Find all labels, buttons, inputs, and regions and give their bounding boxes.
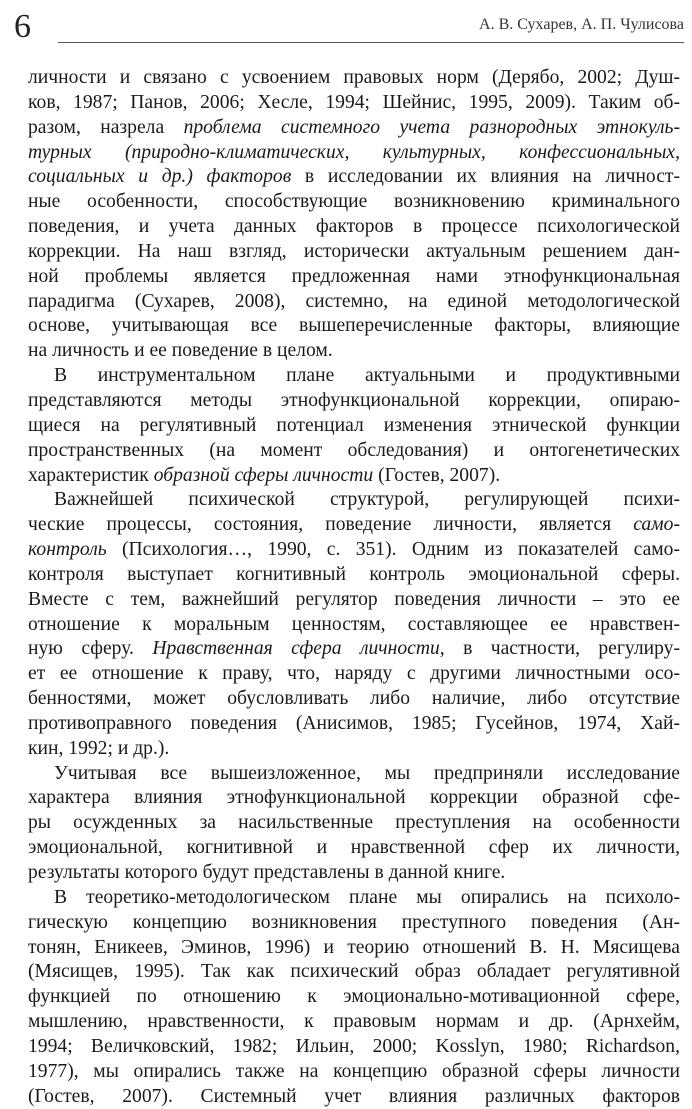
text-line: [28, 712, 680, 737]
italic-text: контроль: [28, 539, 107, 561]
running-head-authors: А. В. Сухарев, А. П. Чулисова: [479, 16, 684, 33]
text-segment: ры осужденных за насильственные преступления на особенности: [28, 812, 680, 834]
text-segment: ет ее отношение к праву, что, наряду с другими личностными осо-: [28, 663, 680, 685]
running-header: [14, 8, 684, 48]
italic-text: само-: [633, 514, 680, 536]
text-segment: Вместе с тем, важнейший регулятор поведения личности – это ее: [28, 588, 680, 610]
text-segment: 1994; Величковский, 1982; Ильин, 2000; Kosslyn, 1980; Richardson,: [28, 1035, 680, 1057]
text-line: [28, 439, 680, 464]
text-segment: функцией по отношению к эмоционально-мотивационной сфере,: [28, 986, 680, 1008]
text-segment: характеристик: [28, 464, 154, 486]
text-line: [28, 836, 680, 861]
text-segment: отношение к моральным ценностям, составляющее ее нравствен-: [28, 613, 680, 635]
text-line: [28, 116, 680, 141]
text-line: [28, 389, 680, 414]
text-line: [28, 662, 680, 687]
text-line: [28, 985, 680, 1010]
text-segment: эмоциональной, когнитивной и нравственной сфер их личности,: [28, 837, 680, 859]
text-line: [28, 414, 680, 439]
text-segment: В теоретико-методологическом плане мы опирались на психоло-: [54, 886, 680, 908]
text-line: [28, 240, 680, 265]
text-line: [28, 488, 680, 513]
italic-text: социальных и др.) факторов: [28, 166, 292, 188]
text-line: [28, 538, 680, 563]
text-segment: основе, учитывающая все вышеперечисленные факторы, влияющие: [28, 315, 680, 337]
text-line: [28, 66, 680, 91]
text-segment: 1977), мы опирались также на концепцию образной сферы личности: [28, 1060, 680, 1082]
body-text: [28, 66, 680, 1109]
text-line: [28, 811, 680, 836]
text-segment: , в частности, регулиру-: [439, 638, 680, 660]
text-line: [28, 588, 680, 613]
text-segment: В инструментальном плане актуальными и продуктивными: [54, 365, 680, 387]
text-segment: (Гостев, 2007).: [373, 464, 501, 486]
text-line: [28, 762, 680, 787]
text-line: [28, 886, 680, 911]
text-segment: гическую концепцию возникновения преступного поведения (Ан-: [28, 911, 680, 933]
text-line: [28, 339, 680, 364]
text-line: [28, 290, 680, 315]
text-line: [28, 265, 680, 290]
italic-text: образной сферы личности: [153, 464, 374, 486]
text-line: [28, 314, 680, 339]
text-segment: (Психология…, 1990, с. 351). Одним из показателей само-: [106, 539, 680, 561]
text-segment: в исследовании их влияния на личност-: [291, 166, 680, 188]
text-line: [28, 613, 680, 638]
text-segment: пространственных (на момент обследования) и онтогенетических: [28, 439, 680, 461]
italic-text: проблема системного учета разнородных этнокуль-: [183, 116, 680, 138]
text-line: [28, 190, 680, 215]
text-segment: поведения, и учета данных факторов в процессе психологической: [28, 216, 680, 238]
text-line: [28, 91, 680, 116]
text-line: [28, 1085, 680, 1109]
text-segment: щиеся на регулятивный потенциал изменения этнической функции: [28, 414, 680, 436]
text-segment: разом, назрела: [28, 116, 184, 138]
text-segment: Учитывая все вышеизложенное, мы предприняли исследование: [54, 762, 680, 784]
text-line: [28, 563, 680, 588]
text-segment: результаты которого будут представлены в данной книге.: [28, 862, 506, 883]
text-line: [28, 786, 680, 811]
text-segment: контроля выступает когнитивный контроль эмоциональной сферы.: [28, 563, 680, 585]
text-segment: (Мясищев, 1995). Так как психический образ обладает регулятивной: [28, 961, 680, 983]
text-line: [28, 637, 680, 662]
text-segment: на личность и ее поведение в целом.: [28, 340, 333, 362]
text-line: [28, 1060, 680, 1085]
text-segment: мышлению, нравственности, к правовым нормам и др. (Арнхейм,: [28, 1011, 680, 1033]
text-line: [28, 1035, 680, 1060]
text-line: [28, 687, 680, 712]
text-line: [28, 215, 680, 240]
text-segment: характера влияния этнофункциональной коррекции образной сфе-: [28, 787, 680, 809]
text-line: [28, 165, 680, 190]
text-segment: парадигма (Сухарев, 2008), системно, на единой методологической: [28, 290, 680, 312]
italic-text: турных (природно-климатических, культурных, конфессиональных,: [28, 141, 680, 163]
text-segment: ную сферу.: [28, 638, 153, 660]
text-segment: (Гостев, 2007). Системный учет влияния различных факторов: [28, 1085, 680, 1107]
text-line: [28, 1010, 680, 1035]
text-line: [28, 141, 680, 166]
text-segment: ков, 1987; Панов, 2006; Хесле, 1994; Шейнис, 1995, 2009). Таким об-: [28, 91, 680, 113]
text-segment: ные особенности, способствующие возникновению криминального: [28, 191, 680, 213]
text-line: [28, 911, 680, 936]
page-number: 6: [14, 8, 31, 45]
text-line: [28, 960, 680, 985]
text-segment: тонян, Еникеев, Эминов, 1996) и теорию отношений В. Н. Мясищева: [28, 936, 680, 958]
text-line: [28, 513, 680, 538]
text-line: [28, 464, 680, 489]
text-segment: коррекции. На наш взгляд, исторически актуальным решением дан-: [28, 240, 680, 262]
text-segment: бенностями, может обусловливать либо наличие, либо отсутствие: [28, 688, 680, 710]
text-segment: Важнейшей психической структурой, регулирующей психи-: [54, 489, 680, 511]
text-segment: противоправного поведения (Анисимов, 1985; Гусейнов, 1974, Хай-: [28, 712, 680, 734]
text-segment: личности и связано с усвоением правовых норм (Дерябо, 2002; Душ-: [28, 67, 680, 88]
text-line: [28, 861, 680, 886]
text-line: [28, 364, 680, 389]
text-line: [28, 936, 680, 961]
text-segment: ческие процессы, состояния, поведение личности, является: [28, 514, 634, 536]
text-line: [28, 737, 680, 762]
text-segment: представляются методы этнофункциональной коррекции, опираю-: [28, 389, 680, 411]
text-segment: ной проблемы является предложенная нами этнофункциональная: [28, 265, 680, 287]
text-segment: кин, 1992; и др.).: [28, 737, 170, 759]
header-rule: [58, 42, 684, 43]
italic-text: Нравственная сфера личности: [152, 638, 440, 660]
